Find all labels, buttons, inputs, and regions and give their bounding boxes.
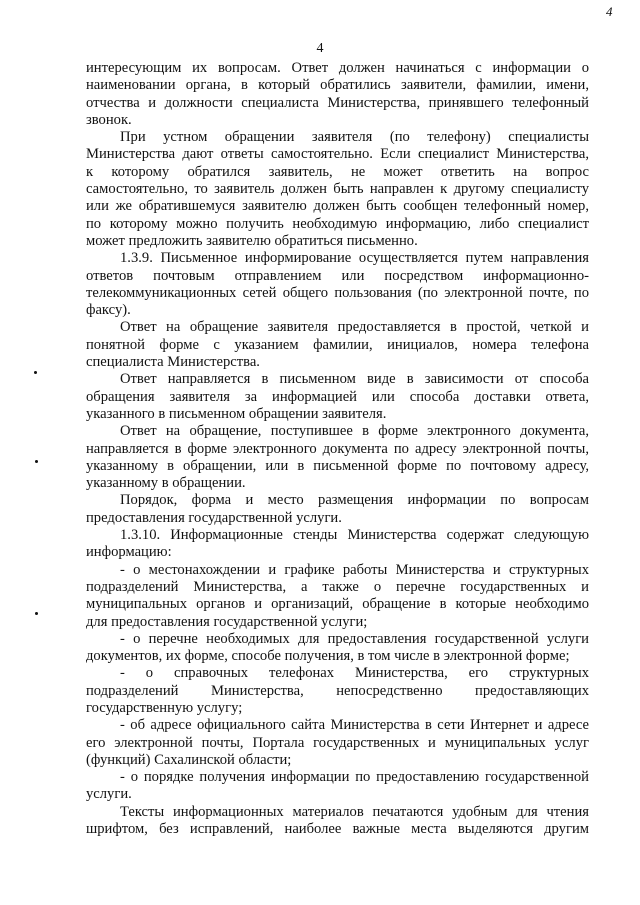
text-line: - о местонахождении и графике работы Министерства и структурных bbox=[120, 561, 589, 578]
paragraph bbox=[86, 527, 589, 562]
text-line: указанному в обращении, или в письменной форме по почтовому адресу, bbox=[86, 457, 589, 474]
text-line: государственную услугу; bbox=[86, 699, 243, 716]
text-line: 1.3.10. Информационные стенды Министерства содержат следующую bbox=[120, 527, 589, 544]
text-line: При устном обращении заявителя (по телефону) специалисты bbox=[120, 129, 589, 146]
paragraph bbox=[86, 717, 589, 769]
text-line: по которому можно получить необходимую информацию, либо специалист bbox=[86, 215, 589, 232]
text-line: - о перечне необходимых для предоставления государственной услуги bbox=[120, 630, 589, 647]
text-line: указанному в обращении. bbox=[86, 475, 246, 492]
margin-speck bbox=[34, 371, 37, 374]
text-line: - о справочных телефонах Министерства, его структурных bbox=[120, 665, 589, 682]
text-line: Ответ на обращение, поступившее в форме электронного документа, bbox=[120, 423, 589, 440]
paragraph bbox=[86, 562, 589, 631]
text-line: наименовании органа, в который обратились заявители, фамилии, имени, bbox=[86, 77, 589, 94]
paragraph bbox=[86, 631, 589, 666]
paragraph bbox=[86, 250, 589, 319]
text-line: телекоммуникационных сетей общего пользования (по электронной почте, по bbox=[86, 284, 589, 301]
paragraph bbox=[86, 804, 589, 839]
text-line: шрифтом, без исправлений, наиболее важные места выделяются другим bbox=[86, 821, 589, 838]
paragraph bbox=[86, 319, 589, 371]
text-line: интересующим их вопросам. Ответ должен начинаться с информации о bbox=[86, 60, 589, 76]
text-line: муниципальных органов и организаций, обращение в которые необходимо bbox=[86, 596, 589, 613]
text-line: для предоставления государственной услуги; bbox=[86, 613, 368, 630]
text-line: (функций) Сахалинской области; bbox=[86, 751, 292, 768]
text-line: его электронной почты, Портала государственных и муниципальных услуг bbox=[86, 734, 589, 751]
text-line: - о порядке получения информации по предоставлению государственной bbox=[120, 769, 589, 786]
document-body bbox=[86, 60, 589, 838]
text-line: Ответ направляется в письменном виде в зависимости от способа bbox=[120, 371, 589, 388]
text-line: факсу). bbox=[86, 302, 131, 319]
text-line: самостоятельно, то заявитель должен быть направлен к другому специалисту bbox=[86, 181, 589, 198]
paragraph bbox=[86, 129, 589, 250]
text-line: Ответ на обращение заявителя предоставляется в простой, четкой и bbox=[120, 319, 589, 336]
text-line: документов, их форме, способе получения, в том числе в электронной форме; bbox=[86, 648, 570, 665]
paragraph bbox=[86, 769, 589, 804]
text-line: подразделений Министерства, непосредственно предоставляющих bbox=[86, 682, 589, 699]
text-line: указанного в письменном обращении заявителя. bbox=[86, 405, 387, 422]
text-line: специалиста Министерства. bbox=[86, 354, 260, 371]
text-line: информацию: bbox=[86, 544, 172, 561]
text-line: Порядок, форма и место размещения информации по вопросам bbox=[120, 492, 589, 509]
paragraph bbox=[86, 492, 589, 527]
text-line: услуги. bbox=[86, 786, 132, 803]
text-line: звонок. bbox=[86, 111, 132, 128]
margin-speck bbox=[35, 460, 38, 463]
paragraph bbox=[86, 423, 589, 492]
text-line: предоставления государственной услуги. bbox=[86, 509, 342, 526]
paragraph bbox=[86, 665, 589, 717]
text-line: подразделений Министерства, а также о перечне государственных и bbox=[86, 578, 589, 595]
page-number: 4 bbox=[316, 41, 324, 56]
text-line: или же обратившемуся заявителю должен быть сообщен телефонный номер, bbox=[86, 198, 589, 215]
margin-speck bbox=[35, 612, 38, 615]
text-line: понятной форме с указанием фамилии, инициалов, номера телефона bbox=[86, 336, 589, 353]
text-line: обращения заявителя за информацией или способа доставки ответа, bbox=[86, 388, 589, 405]
text-line: ответов почтовым отправлением или посредством информационно- bbox=[86, 267, 589, 284]
paragraph bbox=[86, 371, 589, 423]
text-line: отчества и должности специалиста Министерства, принявшего телефонный bbox=[86, 94, 589, 111]
corner-handwritten-mark: 4 bbox=[606, 4, 613, 19]
text-line: Министерства дают ответы самостоятельно. Если специалист Министерства, bbox=[86, 146, 589, 163]
text-line: направляется в форме электронного документа по адресу электронной почты, bbox=[86, 440, 589, 457]
text-line: к которому обратился заявитель, не может ответить на вопрос bbox=[86, 163, 589, 180]
text-line: может предложить заявителю обратиться письменно. bbox=[86, 232, 418, 249]
text-line: 1.3.9. Письменное информирование осуществляется путем направления bbox=[120, 250, 589, 267]
paragraph bbox=[86, 60, 589, 129]
text-line: Тексты информационных материалов печатаются удобным для чтения bbox=[120, 803, 589, 820]
text-line: - об адресе официального сайта Министерства в сети Интернет и адресе bbox=[120, 717, 589, 734]
